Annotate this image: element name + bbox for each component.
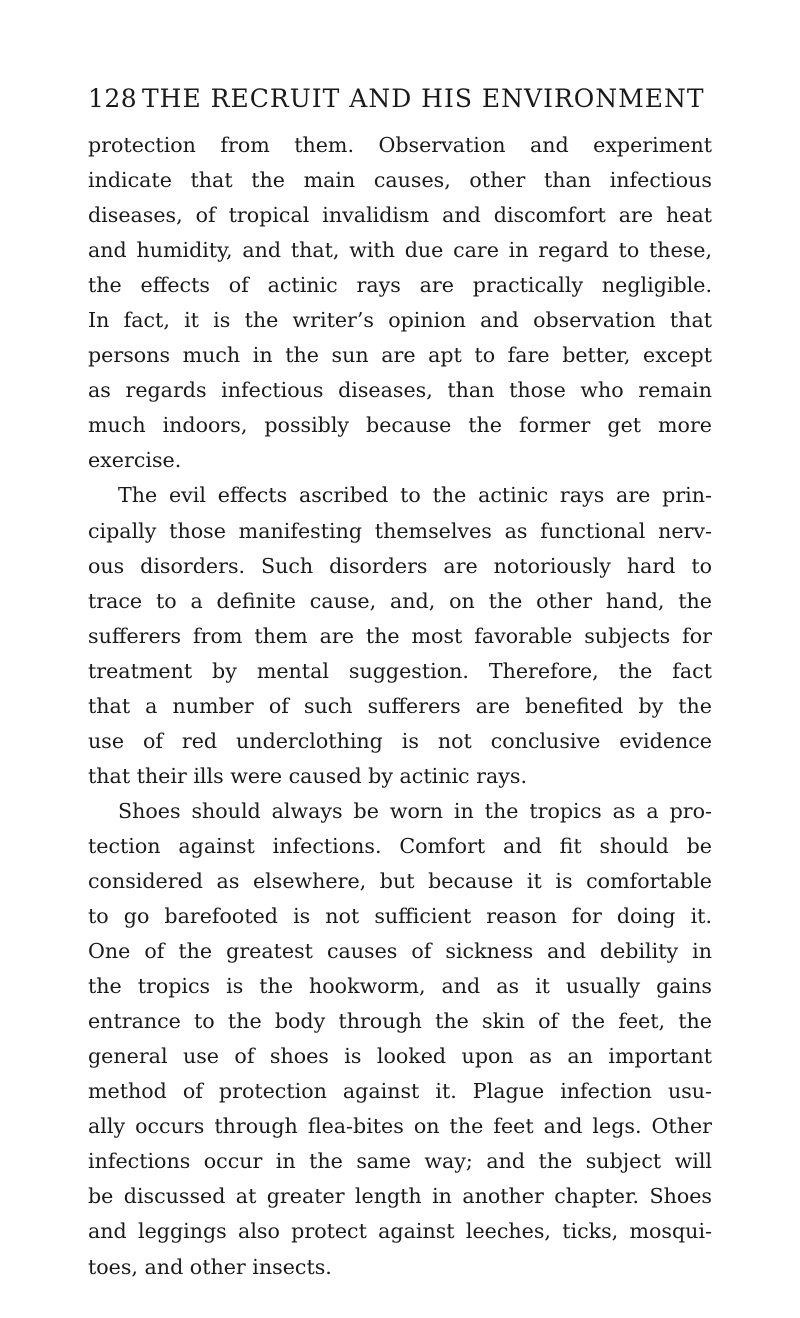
text-line: cipally those manifesting themselves as functional nerv- (88, 518, 712, 543)
paragraph-3 (88, 794, 712, 1285)
text-line: the tropics is the hookworm, and as it usually gains (88, 974, 712, 999)
text-line: persons much in the sun are apt to fare better, except (88, 343, 712, 368)
page-number: 128 (88, 84, 138, 113)
text-line: toes, and other insects. (88, 1254, 332, 1279)
text-line: protection from them. Observation and experiment (88, 133, 712, 157)
page-header (0, 84, 800, 124)
paragraph-1 (88, 128, 712, 478)
text-line: infections occur in the same way; and the subject will (88, 1149, 712, 1174)
text-line: indicate that the main causes, other than infectious (88, 168, 712, 193)
text-line: diseases, of tropical invalidism and discomfort are heat (88, 203, 712, 228)
text-line: In fact, it is the writer’s opinion and observation that (88, 308, 712, 333)
text-line: to go barefooted is not sufficient reason for doing it. (88, 904, 712, 929)
text-line: treatment by mental suggestion. Therefore, the fact (88, 658, 712, 683)
text-line: general use of shoes is looked upon as an important (88, 1044, 712, 1069)
text-line: that their ills were caused by actinic rays. (88, 763, 528, 788)
text-line: and leggings also protect against leeches, ticks, mosqui- (88, 1219, 712, 1244)
text-line: ally occurs through flea-bites on the feet and legs. Other (88, 1114, 712, 1139)
running-head: THE RECRUIT AND HIS ENVIRONMENT (142, 84, 705, 113)
text-line: sufferers from them are the most favorable subjects for (88, 623, 712, 648)
text-line: The evil effects ascribed to the actinic rays are prin- (118, 483, 712, 508)
text-line: the effects of actinic rays are practically negligible. (88, 273, 712, 298)
text-line: ous disorders. Such disorders are notoriously hard to (88, 553, 712, 578)
paragraph-2 (88, 478, 712, 793)
text-line: and humidity, and that, with due care in regard to these, (88, 238, 712, 263)
text-line: as regards infectious diseases, than those who remain (88, 378, 712, 403)
text-line: One of the greatest causes of sickness and debility in (88, 939, 712, 964)
text-line: much indoors, possibly because the former get more (88, 413, 712, 438)
text-line: that a number of such sufferers are benefited by the (88, 693, 712, 718)
text-line: trace to a definite cause, and, on the other hand, the (88, 588, 712, 613)
body-text (88, 128, 712, 1285)
text-line: use of red underclothing is not conclusive evidence (88, 728, 712, 753)
text-line: exercise. (88, 448, 182, 473)
text-line: tection against infections. Comfort and fit should be (88, 833, 712, 858)
text-line: be discussed at greater length in another chapter. Shoes (88, 1184, 712, 1209)
text-line: Shoes should always be worn in the tropics as a pro- (118, 798, 712, 823)
text-line: considered as elsewhere, but because it is comfortable (88, 868, 712, 893)
text-line: method of protection against it. Plague infection usu- (88, 1079, 712, 1104)
text-line: entrance to the body through the skin of the feet, the (88, 1009, 712, 1034)
